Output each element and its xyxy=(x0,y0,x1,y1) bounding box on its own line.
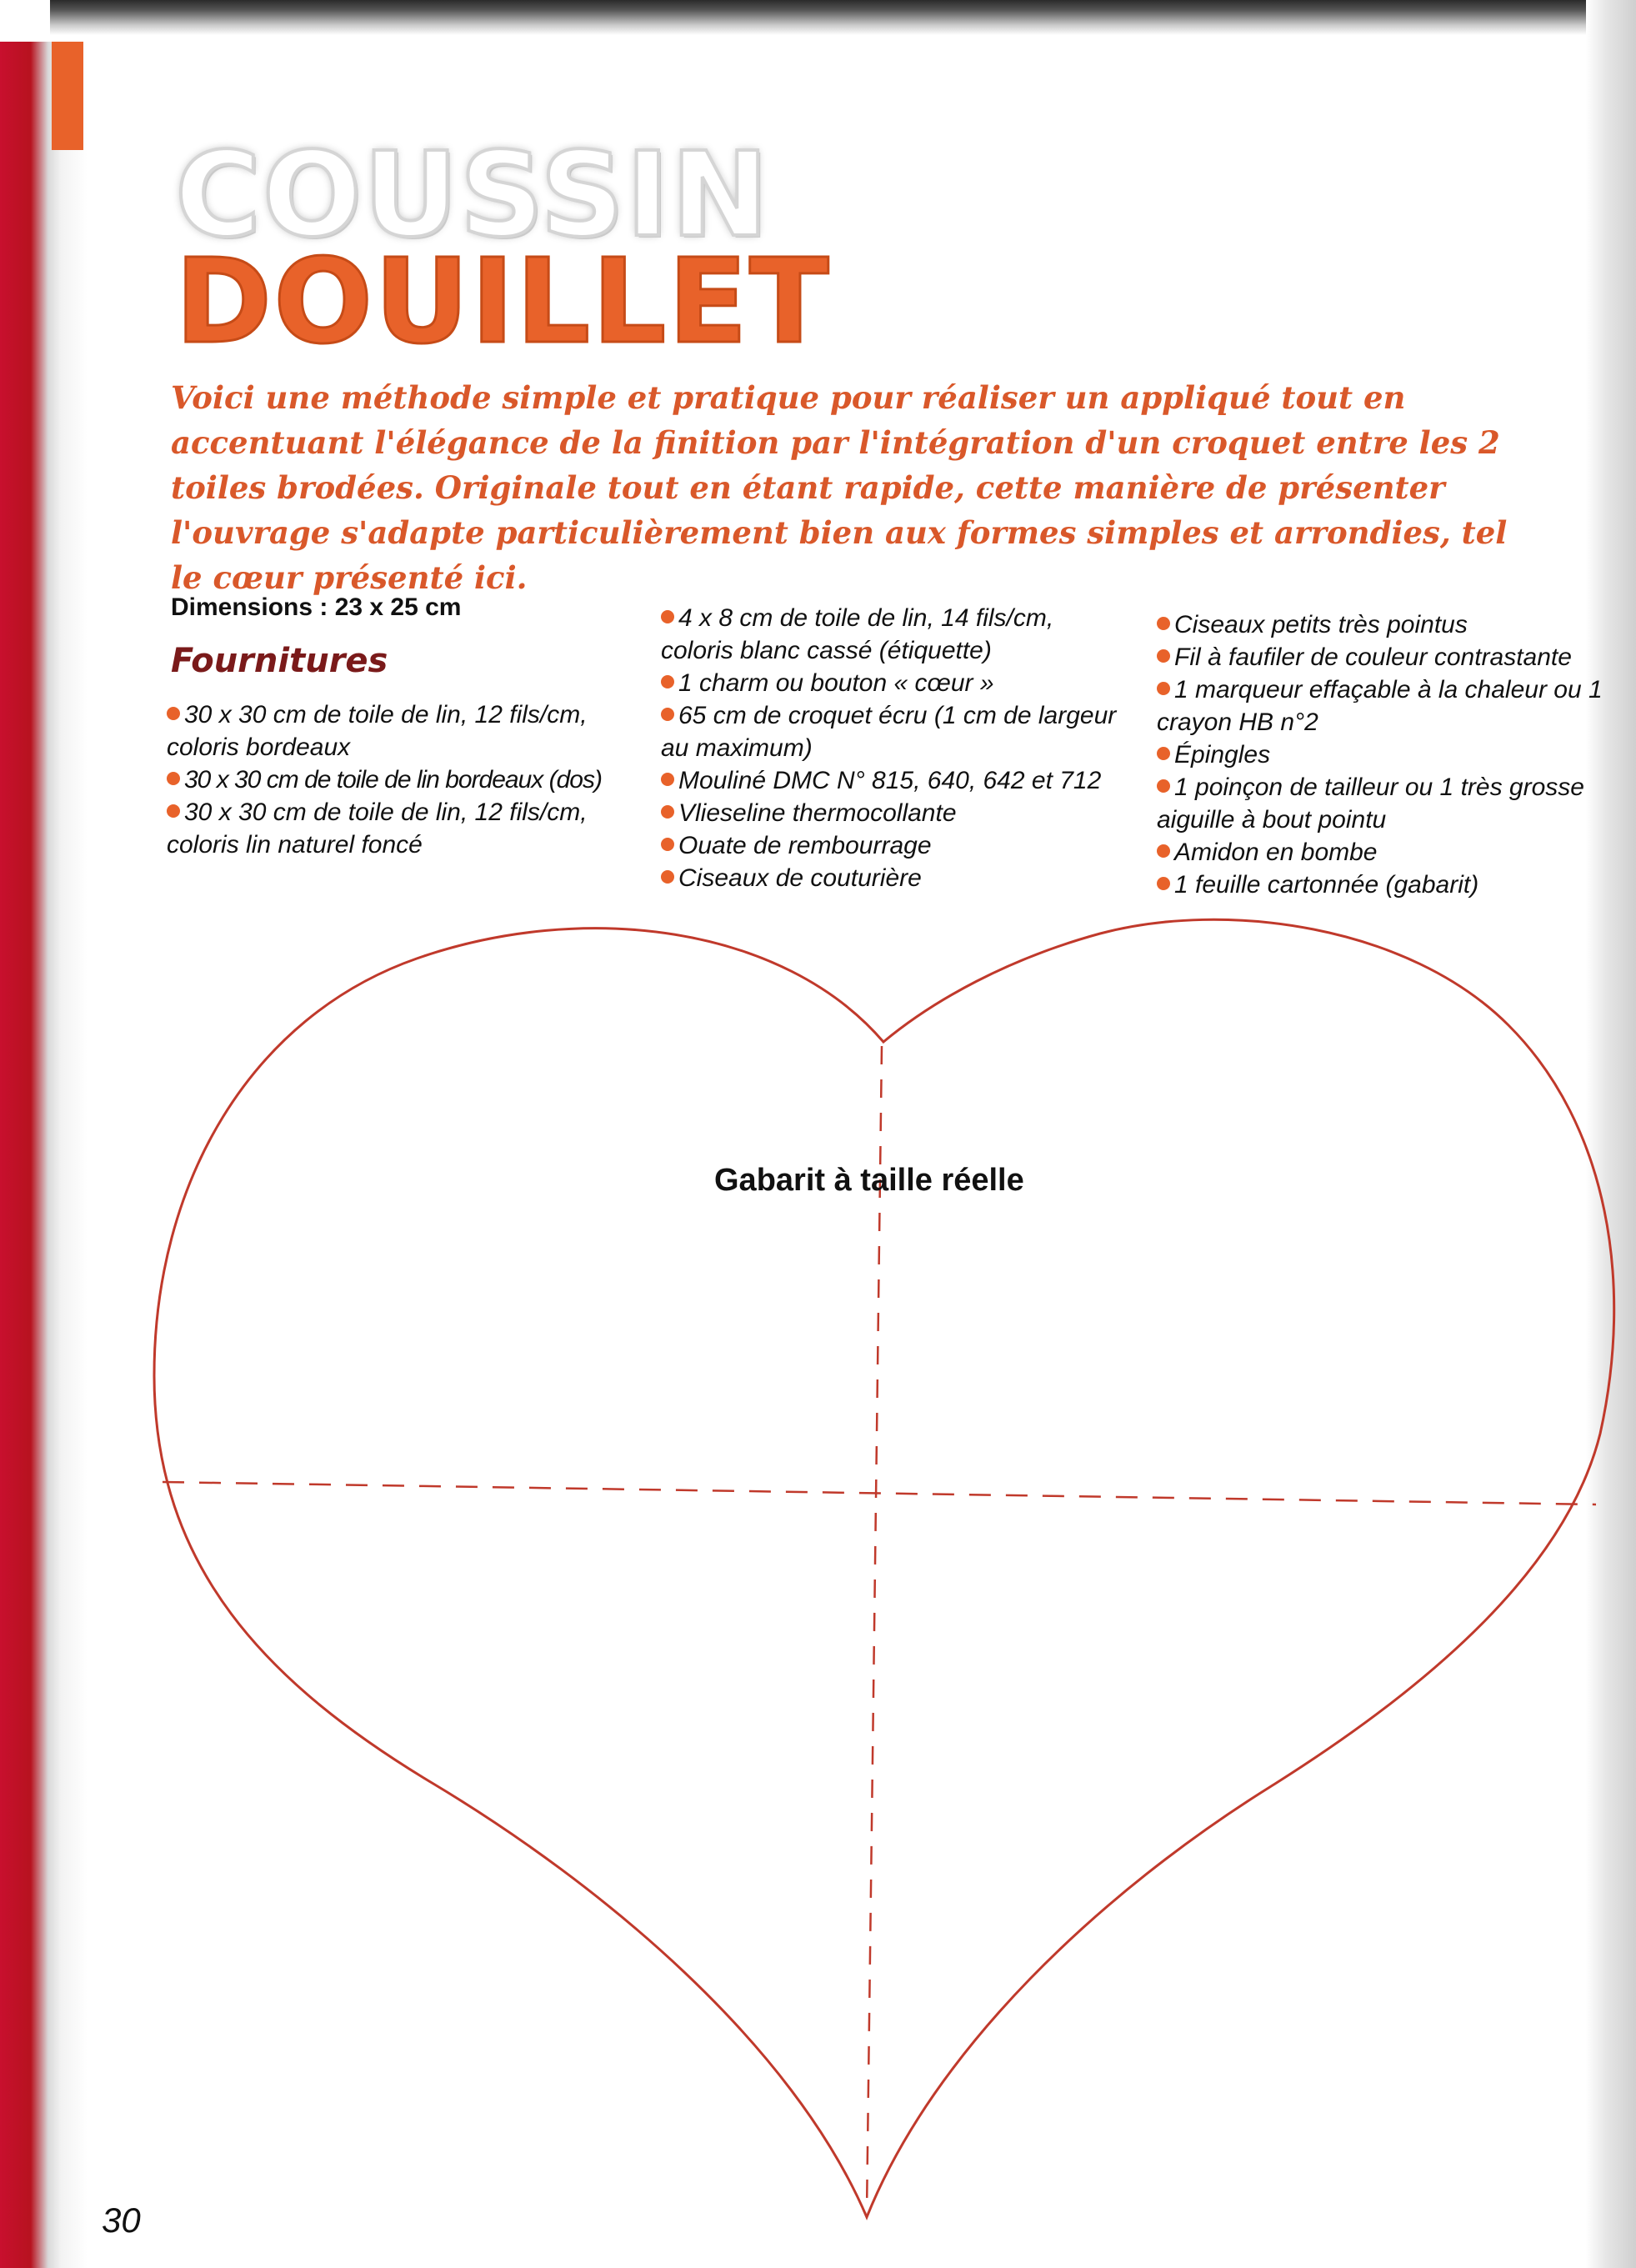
supply-item: 30 x 30 cm de toile de lin, 12 fils/cm, coloris lin naturel foncé xyxy=(167,799,588,859)
dimensions: Dimensions : 23 x 25 cm xyxy=(171,593,462,621)
supply-item: 30 x 30 cm de toile de lin bordeaux (dos) xyxy=(167,764,650,796)
supply-item: 1 poinçon de tailleur ou 1 très grosse aiguille à bout pointu xyxy=(1157,774,1584,834)
title-line-2: DOUILLET xyxy=(175,234,831,370)
template-label: Gabarit à taille réelle xyxy=(714,1163,1024,1198)
supply-item: Épingles xyxy=(1157,738,1623,771)
fournitures-heading: Fournitures xyxy=(171,642,388,680)
supply-item: Amidon en bombe xyxy=(1157,836,1623,869)
supply-item: Vlieseline thermocollante xyxy=(661,797,1128,829)
supply-item: 1 charm ou bouton « cœur » xyxy=(661,667,1128,699)
supply-item: 30 x 30 cm de toile de lin, 12 fils/cm, coloris bordeaux xyxy=(167,701,588,761)
page-number: 30 xyxy=(102,2200,141,2240)
supply-item: 1 marqueur effaçable à la chaleur ou 1 crayon HB n°2 xyxy=(1157,676,1603,736)
title-line-1: COUSSIN xyxy=(175,128,771,263)
supply-item: Fil à faufiler de couleur contrastante xyxy=(1157,641,1623,673)
supply-item: Mouliné DMC N° 815, 640, 642 et 712 xyxy=(661,764,1128,797)
supply-item: Ciseaux petits très pointus xyxy=(1157,608,1623,641)
heart-outline xyxy=(154,919,1614,2217)
supply-item: Ciseaux de couturière xyxy=(661,862,1128,894)
supply-item: Ouate de rembourrage xyxy=(661,829,1128,862)
center-vertical-guide xyxy=(867,1046,882,2213)
supply-item: 65 cm de croquet écru (1 cm de largeur au maximum) xyxy=(661,702,1117,762)
supply-item: 4 x 8 cm de toile de lin, 14 fils/cm, coloris blanc cassé (étiquette) xyxy=(661,604,1054,664)
center-horizontal-guide xyxy=(163,1482,1596,1504)
intro-paragraph: Voici une méthode simple et pratique pour réaliser un appliqué tout en accentuant l'élégance de la finition par l'intégration d'un croquet entre les 2 toiles brodées. Originale tout en étant rapide, cette manière de présenter l'ouvrage s'adapte particulièrement bien aux formes simples et arrondies, tel le cœur présenté ici. xyxy=(171,379,1508,596)
supply-item: 1 feuille cartonnée (gabarit) xyxy=(1157,869,1623,901)
